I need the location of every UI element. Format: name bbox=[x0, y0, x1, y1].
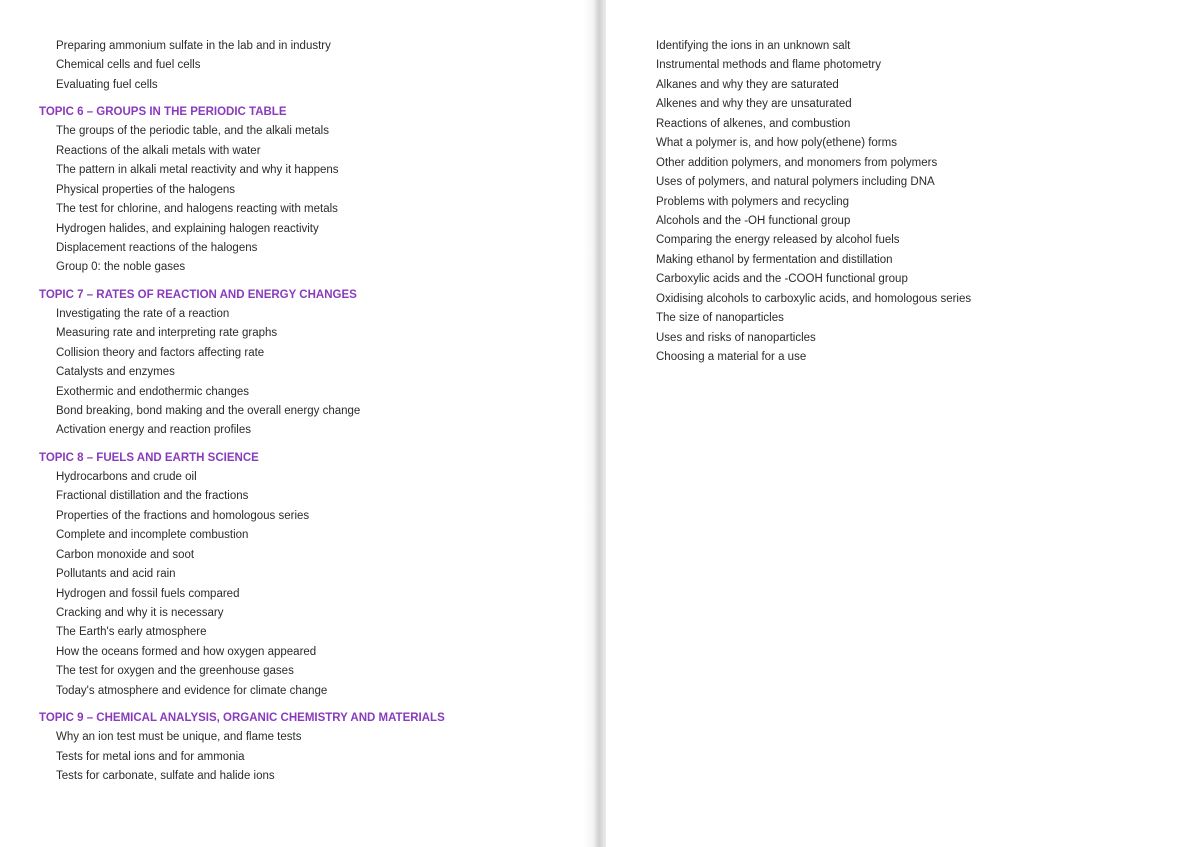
left-page-content bbox=[39, 37, 445, 786]
list-item: Today's atmosphere and evidence for climate change bbox=[56, 684, 328, 697]
list-item: The groups of the periodic table, and the alkali metals bbox=[56, 125, 329, 138]
list-item: Pollutants and acid rain bbox=[56, 568, 176, 581]
topic-section bbox=[39, 448, 445, 701]
list-item: Why an ion test must be unique, and flame tests bbox=[56, 731, 302, 744]
list-item: The test for chlorine, and halogens reacting with metals bbox=[56, 203, 338, 216]
list-item: Alkenes and why they are unsaturated bbox=[656, 98, 852, 111]
list-item: Cracking and why it is necessary bbox=[56, 606, 224, 619]
list-item: The test for oxygen and the greenhouse gases bbox=[56, 665, 294, 678]
topic-heading: TOPIC 8 – FUELS AND EARTH SCIENCE bbox=[39, 451, 259, 464]
list-item: Uses of polymers, and natural polymers including DNA bbox=[656, 176, 935, 189]
topic-heading: TOPIC 6 – GROUPS IN THE PERIODIC TABLE bbox=[39, 106, 287, 119]
list-item: Catalysts and enzymes bbox=[56, 366, 175, 379]
list-item: Bond breaking, bond making and the overall energy change bbox=[56, 405, 361, 417]
list-item: Hydrogen halides, and explaining halogen reactivity bbox=[56, 222, 319, 235]
list-item: Displacement reactions of the halogens bbox=[56, 241, 258, 254]
list-item: Complete and incomplete combustion bbox=[56, 529, 249, 542]
list-item: Preparing ammonium sulfate in the lab and in industry bbox=[56, 40, 331, 52]
topic-section bbox=[39, 708, 445, 786]
list-item: How the oceans formed and how oxygen appeared bbox=[56, 645, 317, 658]
list-item: Physical properties of the halogens bbox=[56, 183, 235, 196]
list-item: Identifying the ions in an unknown salt bbox=[656, 40, 851, 52]
list-item: The size of nanoparticles bbox=[656, 312, 784, 325]
right-page-content bbox=[656, 37, 971, 367]
list-item: Properties of the fractions and homologous series bbox=[56, 509, 310, 522]
list-item: Hydrocarbons and crude oil bbox=[56, 470, 197, 483]
intro-list bbox=[39, 37, 445, 95]
list-item: Exothermic and endothermic changes bbox=[56, 385, 250, 398]
list-item: Group 0: the noble gases bbox=[56, 261, 186, 274]
list-item: Choosing a material for a use bbox=[656, 351, 807, 363]
left-page bbox=[0, 0, 590, 847]
list-item: Alcohols and the -OH functional group bbox=[656, 214, 851, 227]
topic-item-list bbox=[39, 305, 445, 441]
list-item: Carbon monoxide and soot bbox=[56, 548, 195, 561]
list-item: What a polymer is, and how poly(ethene) forms bbox=[656, 137, 897, 150]
list-item: Comparing the energy released by alcohol fuels bbox=[656, 234, 900, 247]
list-item: Uses and risks of nanoparticles bbox=[656, 331, 816, 344]
list-item: The pattern in alkali metal reactivity and why it happens bbox=[56, 164, 339, 177]
list-item: Carboxylic acids and the -COOH functional group bbox=[656, 273, 908, 286]
list-item: Oxidising alcohols to carboxylic acids, and homologous series bbox=[656, 292, 972, 305]
list-item: Problems with polymers and recycling bbox=[656, 195, 850, 208]
list-item: Collision theory and factors affecting rate bbox=[56, 346, 265, 359]
list-item: Measuring rate and interpreting rate graphs bbox=[56, 327, 278, 340]
topic-section bbox=[39, 102, 445, 278]
list-item: Making ethanol by fermentation and distillation bbox=[656, 253, 893, 266]
topic-item-list bbox=[39, 728, 445, 786]
topic-item-list bbox=[39, 468, 445, 701]
list-item: Tests for carbonate, sulfate and halide ions bbox=[56, 770, 275, 782]
topic-heading: TOPIC 7 – RATES OF REACTION AND ENERGY CHANGES bbox=[39, 288, 357, 301]
list-item: Hydrogen and fossil fuels compared bbox=[56, 587, 240, 600]
topic-heading: TOPIC 9 – CHEMICAL ANALYSIS, ORGANIC CHEMISTRY AND MATERIALS bbox=[39, 712, 445, 725]
list-item: Reactions of alkenes, and combustion bbox=[656, 117, 851, 130]
list-item: Evaluating fuel cells bbox=[56, 78, 158, 91]
topic-item-list bbox=[39, 122, 445, 278]
topic-section bbox=[39, 285, 445, 441]
list-item: Other addition polymers, and monomers from polymers bbox=[656, 156, 938, 169]
list-item: Activation energy and reaction profiles bbox=[56, 424, 251, 437]
list-item: Reactions of the alkali metals with water bbox=[56, 144, 261, 157]
list-item: Investigating the rate of a reaction bbox=[56, 307, 230, 320]
list-item: The Earth's early atmosphere bbox=[56, 626, 207, 639]
right-page bbox=[606, 0, 1200, 847]
list-item: Chemical cells and fuel cells bbox=[56, 59, 201, 72]
list-item: Instrumental methods and flame photometry bbox=[656, 59, 882, 72]
right-page-list bbox=[656, 37, 971, 367]
list-item: Tests for metal ions and for ammonia bbox=[56, 750, 245, 763]
list-item: Alkanes and why they are saturated bbox=[656, 78, 839, 91]
topics-container bbox=[39, 102, 445, 786]
list-item: Fractional distillation and the fractions bbox=[56, 490, 249, 503]
